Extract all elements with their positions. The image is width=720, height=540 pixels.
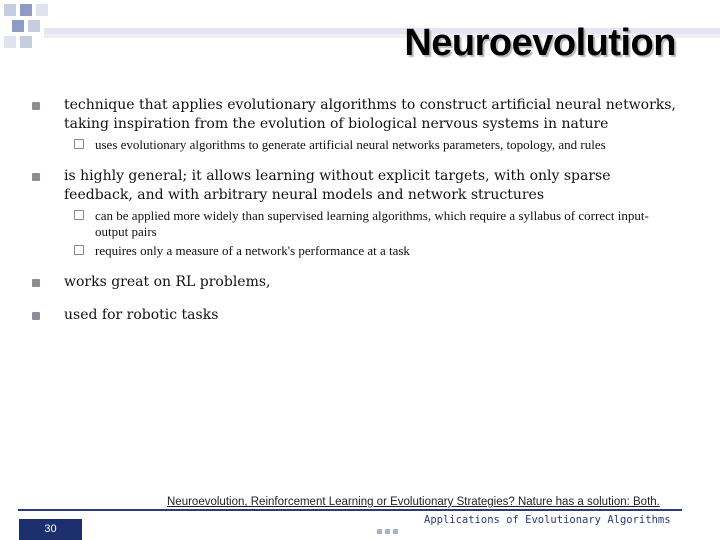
hollow-square-bullet-icon (74, 245, 84, 255)
sub-bullet-item (64, 137, 680, 153)
square-bullet-icon (32, 279, 40, 287)
bullet-text: technique that applies evolutionary algorithms to construct artificial neural networks, taking inspiration from the evolution of biological nervous systems in nature (64, 97, 676, 132)
presentation-title: Applications of Evolutionary Algorithms (424, 514, 671, 526)
footer-divider (18, 509, 682, 511)
page-number: 30 (19, 519, 82, 540)
sub-bullet-item (64, 208, 680, 240)
sub-bullet-text: can be applied more widely than supervised learning algorithms, which require a syllabus of correct input-output pairs (95, 208, 649, 239)
sub-bullet-list (64, 208, 680, 259)
bullet-item (30, 273, 680, 292)
hollow-square-bullet-icon (74, 139, 84, 149)
square-bullet-icon (32, 102, 40, 110)
bullet-list (30, 96, 680, 339)
sub-bullet-text: uses evolutionary algorithms to generate artificial neural networks parameters, topology, and rules (95, 137, 606, 152)
reference-link[interactable]: Neuroevolution, Reinforcement Learning or Evolutionary Strategies? Nature has a solution: Both. (167, 496, 660, 508)
footer-squares-decoration (377, 519, 401, 538)
sub-bullet-item (64, 243, 680, 259)
bullet-item (30, 167, 680, 259)
square-bullet-icon (32, 173, 40, 181)
sub-bullet-list (64, 137, 680, 153)
square-bullet-icon (32, 312, 40, 320)
slide-title: Neuroevolution (404, 22, 676, 64)
sub-bullet-text: requires only a measure of a network's performance at a task (95, 243, 410, 258)
bullet-text: used for robotic tasks (64, 307, 219, 323)
bullet-text: is highly general; it allows learning without explicit targets, with only sparse feedback, and with arbitrary neural models and network structures (64, 168, 611, 203)
hollow-square-bullet-icon (74, 210, 84, 220)
bullet-text: works great on RL problems, (64, 274, 271, 290)
bullet-item (30, 306, 680, 325)
bullet-item (30, 96, 680, 153)
